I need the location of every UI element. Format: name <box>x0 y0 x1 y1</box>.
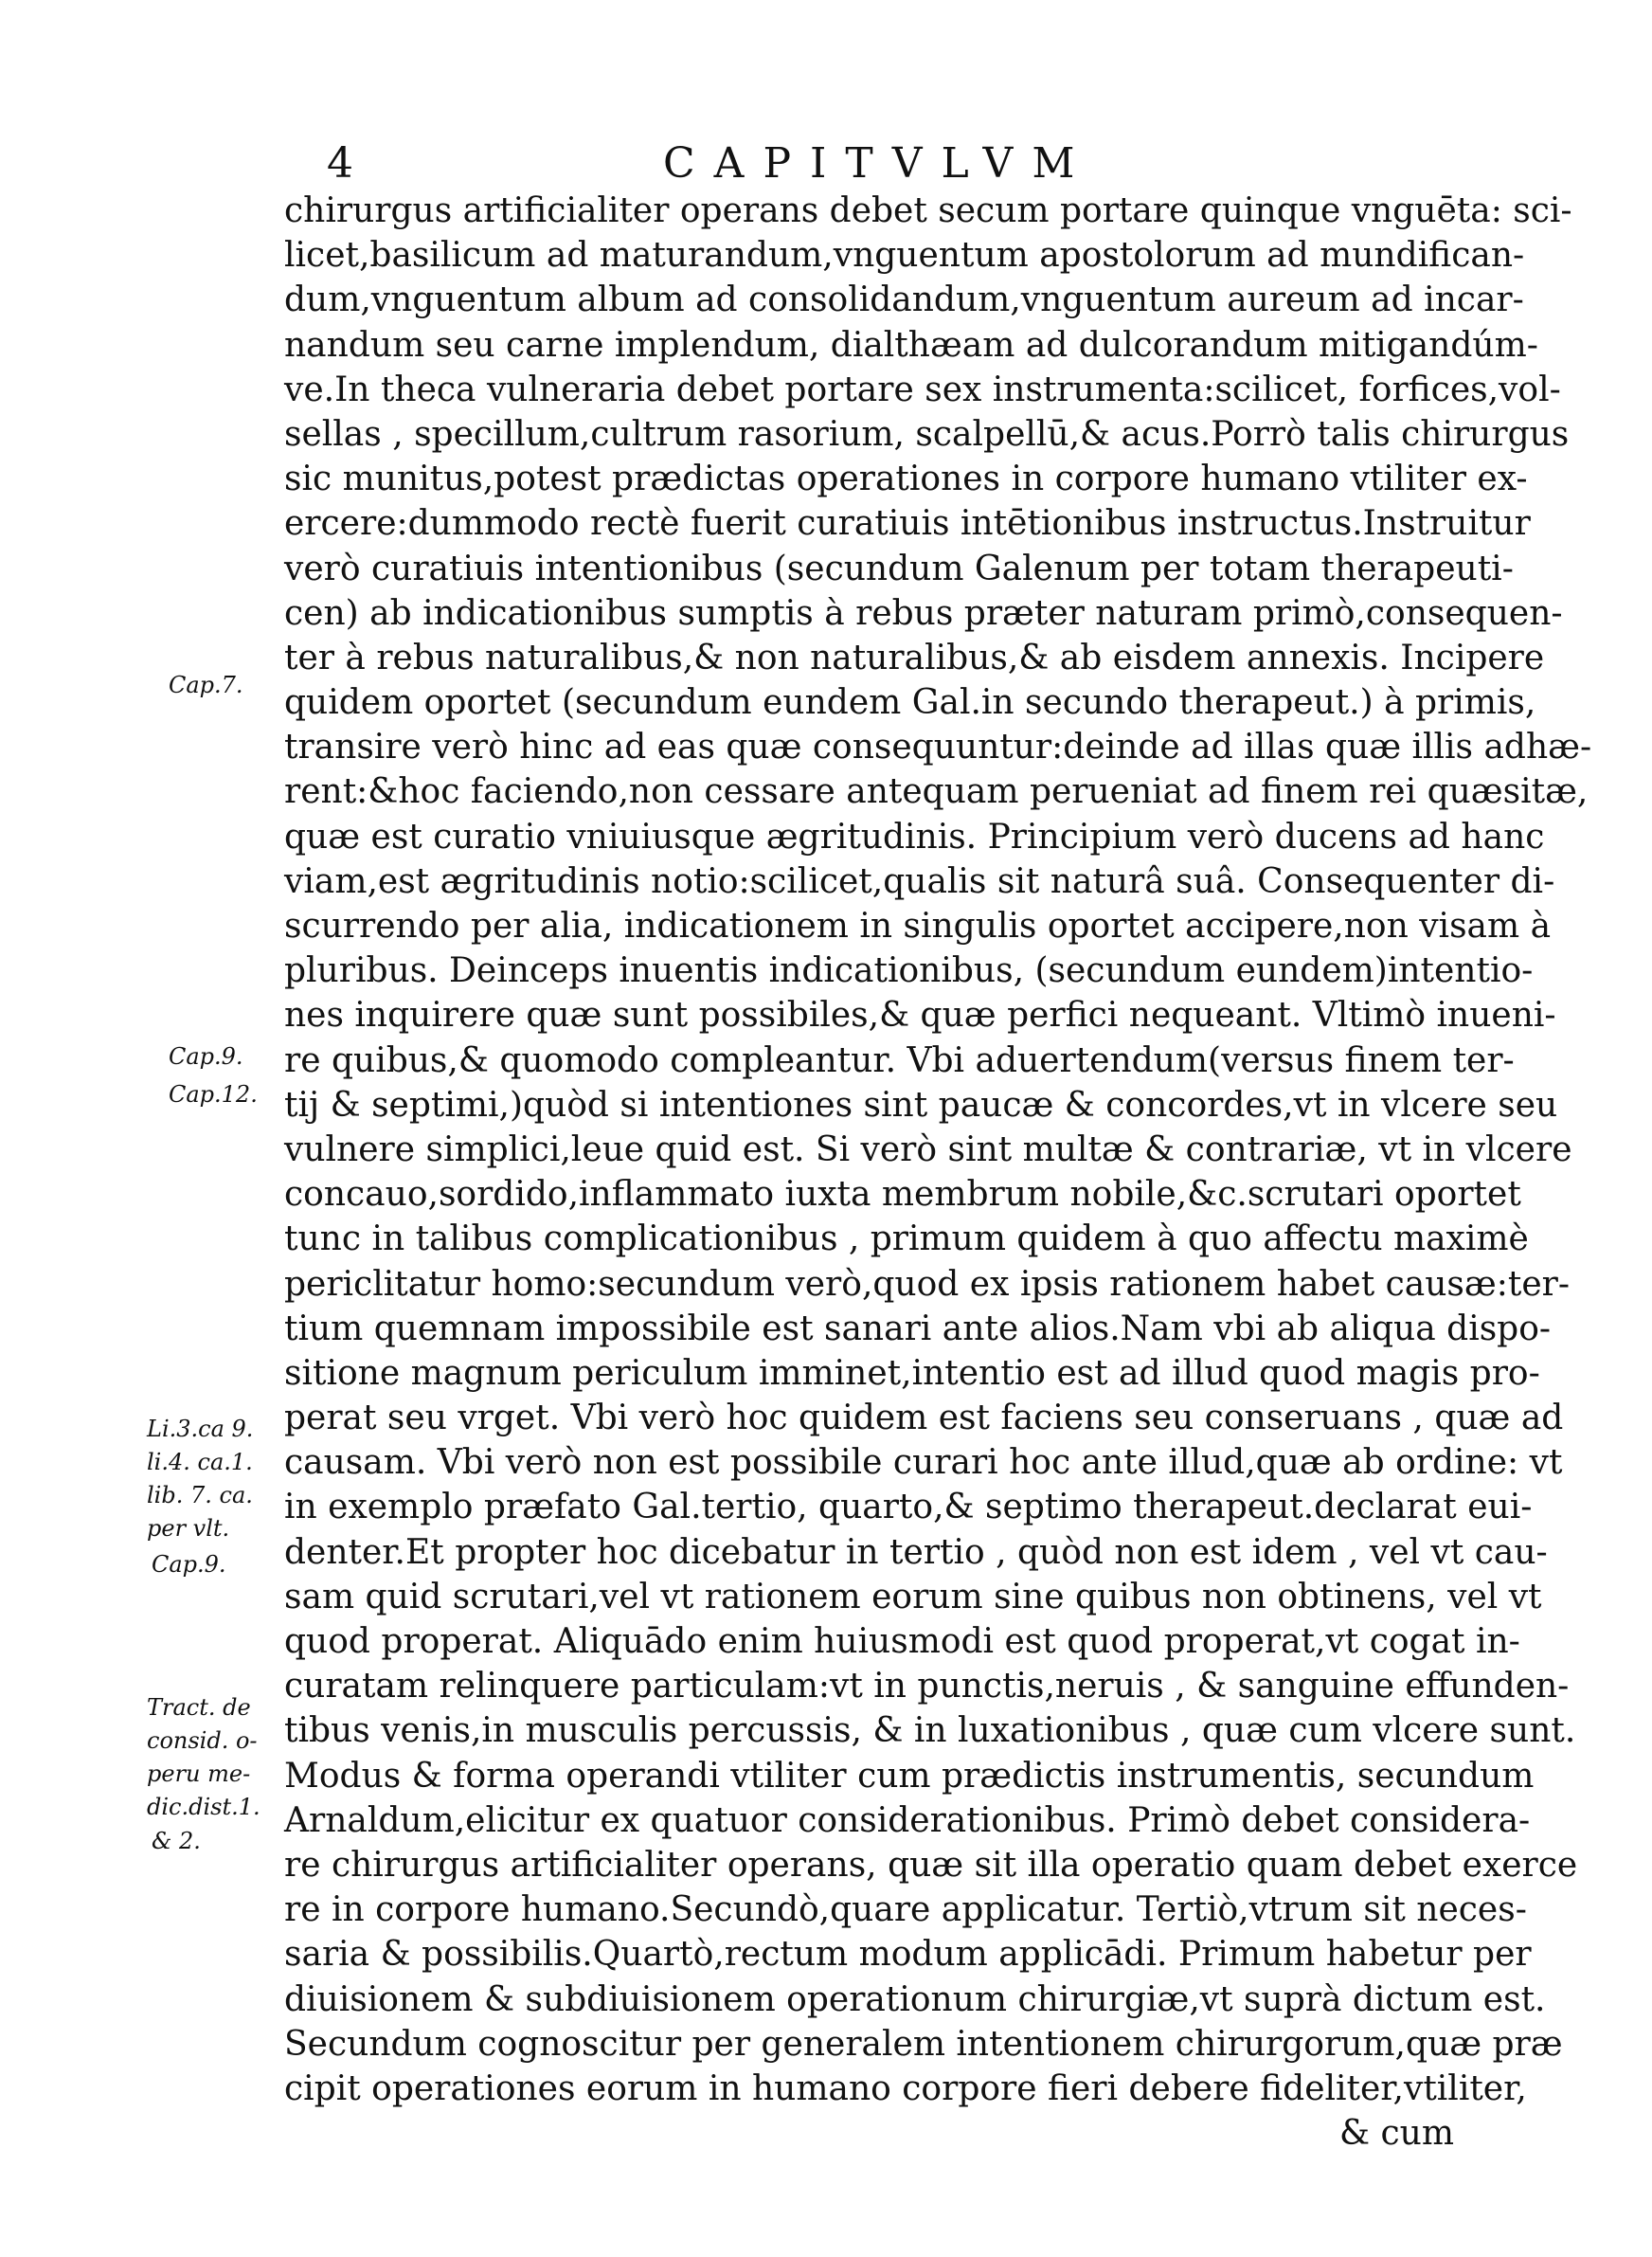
text-line: chirurgus artificialiter operans debet secum portare quinque vnguēta: sci- <box>284 191 1572 230</box>
margin-note: Cap.9. <box>169 1043 243 1070</box>
text-line: perat seu vrget. Vbi verò hoc quidem est faciens seu conseruans , quæ ad <box>284 1399 1564 1438</box>
text-line: sitione magnum periculum imminet,intentio est ad illud quod magis pro- <box>284 1353 1540 1393</box>
text-line: nes inquirere quæ sunt possibiles,& quæ perfici nequeant. Vltimò inueni- <box>284 996 1556 1036</box>
text-line: re chirurgus artificialiter operans, quæ sit illa operatio quam debet exerce <box>284 1845 1578 1885</box>
text-line: sam quid scrutari,vel vt rationem eorum sine quibus non obtinens, vel vt <box>284 1577 1542 1616</box>
text-line: denter.Et propter hoc dicebatur in tertio , quòd non est idem , vel vt cau- <box>284 1532 1548 1572</box>
text-line: verò curatiuis intentionibus (secundum Galenum per totam therapeuti- <box>284 549 1514 588</box>
text-line: tium quemnam impossibile est sanari ante alios.Nam vbi ab aliqua dispo- <box>284 1309 1552 1348</box>
margin-note: per vlt. <box>147 1515 230 1542</box>
text-line: ter à rebus naturalibus,& non naturalibus,& ab eisdem annexis. Incipere <box>284 638 1545 677</box>
running-head: CAPITVLVM <box>663 139 1094 188</box>
margin-note: & 2. <box>152 1828 201 1854</box>
text-line: dum,vnguentum album ad consolidandum,vnguentum aureum ad incar- <box>284 280 1524 320</box>
body-text <box>284 189 1592 2156</box>
text-line: curatam relinquere particulam:vt in punctis,neruis , & sanguine effunden- <box>284 1667 1570 1706</box>
text-line: Modus & forma operandi vtiliter cum prædictis instrumentis, secundum <box>284 1756 1535 1796</box>
text-line: pluribus. Deinceps inuentis indicationibus, (secundum eundem)intentio- <box>284 951 1534 991</box>
text-line: periclitatur homo:secundum verò,quod ex ipsis rationem habet causæ:ter- <box>284 1264 1570 1304</box>
text-line: quæ est curatio vniuiusque ægritudinis. Principium verò ducens ad hanc <box>284 817 1545 857</box>
text-line: tunc in talibus complicationibus , primum quidem à quo affectu maximè <box>284 1219 1529 1259</box>
text-line: sic munitus,potest prædictas operationes in corpore humano vtiliter ex- <box>284 460 1528 499</box>
margin-note: peru me- <box>147 1760 251 1787</box>
text-line: diuisionem & subdiuisionem operationum chirurgiæ,vt suprà dictum est. <box>284 1979 1546 2019</box>
text-line: Arnaldum,elicitur ex quatuor considerationibus. Primò debet considera- <box>284 1800 1531 1840</box>
text-line: saria & possibilis.Quartò,rectum modum applicādi. Primum habetur per <box>284 1935 1532 1975</box>
text-line: causam. Vbi verò non est possibile curari hoc ante illud,quæ ab ordine: vt <box>284 1443 1563 1483</box>
margin-note: Cap.9. <box>152 1551 226 1578</box>
text-line: tibus venis,in musculis percussis, & in luxationibus , quæ cum vlcere sunt. <box>284 1711 1576 1751</box>
margin-note: dic.dist.1. <box>147 1794 260 1820</box>
text-line: quod properat. Aliquādo enim huiusmodi est quod properat,vt cogat in- <box>284 1622 1520 1661</box>
text-line: transire verò hinc ad eas quæ consequuntur:deinde ad illas quæ illis adhæ- <box>284 728 1592 767</box>
text-line: quidem oportet (secundum eundem Gal.in secundo therapeut.) à primis, <box>284 683 1536 723</box>
text-line: in exemplo præfato Gal.tertio, quarto,& septimo therapeut.declarat eui- <box>284 1488 1533 1527</box>
text-line: concauo,sordido,inflammato iuxta membrum nobile,&c.scrutari oportet <box>284 1175 1521 1215</box>
margin-note: Li.3.ca 9. <box>147 1416 254 1442</box>
text-line: tij & septimi,)quòd si intentiones sint paucæ & concordes,vt in vlcere seu <box>284 1085 1558 1125</box>
text-line: nandum seu carne implendum, dialthæam ad dulcorandum mitigandúm- <box>284 325 1538 365</box>
margin-note: Cap.7. <box>169 672 243 698</box>
text-line: sellas , specillum,cultrum rasorium, scalpellū,& acus.Porrò talis chirurgus <box>284 414 1570 454</box>
text-line: cipit operationes eorum in humano corpore fieri debere fideliter,vtiliter, <box>284 2068 1527 2108</box>
margin-note: Tract. de <box>147 1694 251 1721</box>
text-line: viam,est ægritudinis notio:scilicet,qualis sit naturâ suâ. Consequenter di- <box>284 861 1555 901</box>
page-number: 4 <box>327 139 353 188</box>
text-line: re in corpore humano.Secundò,quare applicatur. Tertiò,vtrum sit neces- <box>284 1890 1527 1930</box>
margin-note: lib. 7. ca. <box>147 1482 253 1508</box>
text-line: scurrendo per alia, indicationem in singulis oportet accipere,non visam à <box>284 907 1552 946</box>
text-line: vulnere simplici,leue quid est. Si verò sint multæ & contrariæ, vt in vlcere <box>284 1129 1572 1169</box>
margin-note: consid. o- <box>147 1727 258 1754</box>
text-line: ve.In theca vulneraria debet portare sex instrumenta:scilicet, forfices,vol- <box>284 370 1561 409</box>
catchword: & cum <box>1339 2114 1454 2154</box>
margin-note: li.4. ca.1. <box>147 1449 253 1475</box>
text-line: rent:&hoc faciendo,non cessare antequam perueniat ad finem rei quæsitæ, <box>284 772 1589 812</box>
text-line: cen) ab indicationibus sumptis à rebus præter naturam primò,consequen- <box>284 593 1563 633</box>
text-line: licet,basilicum ad maturandum,vnguentum apostolorum ad mundifican- <box>284 236 1525 276</box>
text-line: re quibus,& quomodo compleantur. Vbi aduertendum(versus finem ter- <box>284 1040 1515 1080</box>
text-line: ercere:dummodo rectè fuerit curatiuis intētionibus instructus.Instruitur <box>284 504 1531 544</box>
text-line: Secundum cognoscitur per generalem intentionem chirurgorum,quæ præ <box>284 2024 1563 2064</box>
margin-note: Cap.12. <box>169 1081 258 1108</box>
